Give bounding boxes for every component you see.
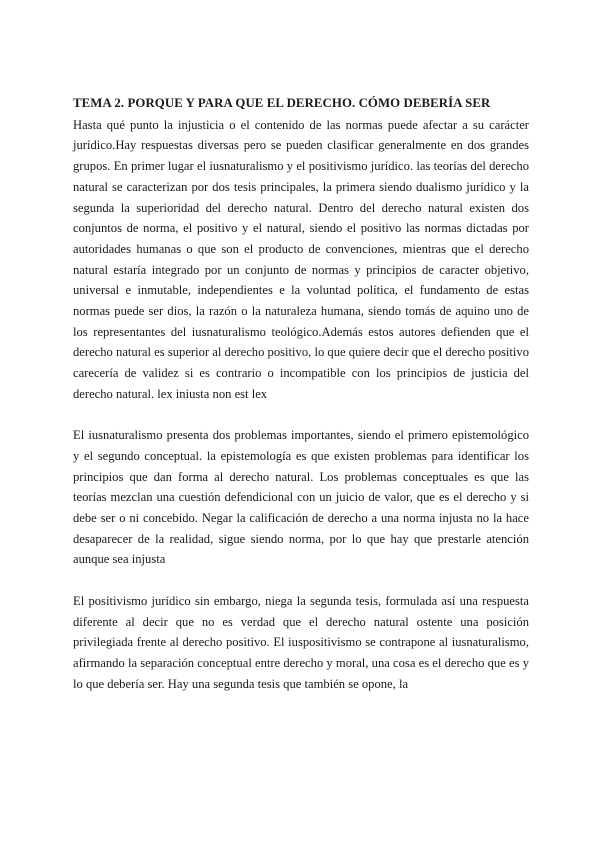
- paragraph-1: Hasta qué punto la injusticia o el contenido de las normas puede afectar a su carácter jurídico.Hay respuestas diversas pero se pueden clasificar generalmente en dos grandes grupos. En primer lugar el iusnaturalismo y el positivismo jurídico. las teorías del derecho natural se caracterizan por dos tesis principales, la primera siendo dualismo jurídico y la segunda la superioridad del derecho natural. Dentro del derecho natural existen dos conjuntos de norma, el positivo y el natural, siendo el positivo las normas dictadas por autoridades humanas o que son el producto de convenciones, mientras que el derecho natural estaría integrado por un conjunto de normas y principios de caracter objetivo, universal e inmutable, independientes e la voluntad política, el fundamento de estas normas puede ser dios, la razón o la naturaleza humana, siendo tomás de aquino uno de los representantes del iusnaturalismo teológico.Además estos autores defienden que el derecho natural es superior al derecho positivo, lo que quiere decir que el derecho positivo carecería de validez si es contrario o incompatible con los principios de justicia del derecho natural. lex iniusta non est lex: [73, 117, 529, 401]
- paragraph-2: El iusnaturalismo presenta dos problemas importantes, siendo el primero epistemológico y el segundo conceptual. la epistemología es que existen problemas para identificar los principios que dan forma al derecho natural. Los problemas conceptuales es que las teorías mezclan una cuestión defendicional con un juicio de valor, que es el derecho y si debe ser o ni concebido. Negar la calificación de derecho a una norma injusta no la hace desaparecer de la realidad, sigue siendo norma, por lo que hay que prestarle atención aunque sea injusta: [73, 428, 529, 567]
- paragraph-3: El positivismo jurídico sin embargo, niega la segunda tesis, formulada así una respuesta diferente al decir que no es verdad que el derecho natural ostente una posición privilegiada frente al derecho positivo. El iuspositivismo se contrapone al iusnaturalismo, afirmando la separación conceptual entre derecho y moral, una cosa es el derecho que es y lo que debería ser. Hay una segunda tesis que también se opone, la: [73, 593, 529, 691]
- document-body: [73, 93, 529, 694]
- document-title: TEMA 2. PORQUE Y PARA QUE EL DERECHO. CÓMO DEBERÍA SER: [73, 96, 491, 110]
